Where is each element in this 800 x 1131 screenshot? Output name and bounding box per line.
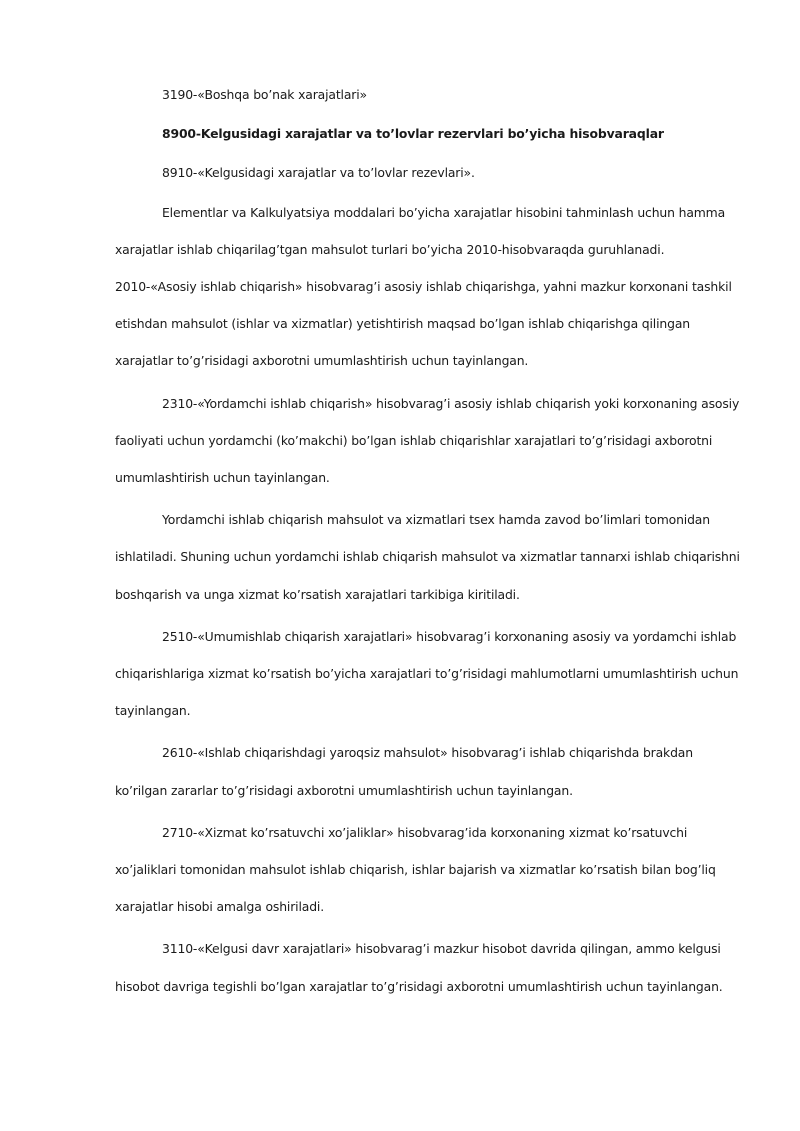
section-heading-8900: 8900-Kelgusidagi xarajatlar va to’lovlar rezervlari bo’yicha hisobvaraqlar — [162, 126, 664, 142]
paragraph-account-2510: 2510-«Umumishlab chiqarish xarajatlari» hisobvarag’i korxonaning asosiy va yordamchi ishlab chiqarishlariga xizmat ko’rsatish bo’yicha xarajatlari to’g’risidagi mahlumotlarni umumlashtirish uchun tayinlangan. — [115, 628, 739, 719]
document-body — [115, 76, 745, 1010]
paragraph-account-3190: 3190-«Boshqa bo’nak xarajatlari» — [162, 87, 367, 102]
paragraph-account-2310: 2310-«Yordamchi ishlab chiqarish» hisobvarag’i asosiy ishlab chiqarish yoki korxonaning asosiy faoliyati uchun yordamchi (ko’makchi) bo’lgan ishlab chiqarishlar xarajatlari to’g’risidagi axborotni umumlashtirish uchun tayinlangan. — [115, 395, 740, 486]
paragraph-account-2610: 2610-«Ishlab chiqarishdagi yaroqsiz mahsulot» hisobvarag’i ishlab chiqarishda brakdan ko’rilgan zararlar to’g’risidagi axborotni umumlashtirish uchun tayinlangan. — [115, 745, 693, 798]
paragraph-account-2710: 2710-«Xizmat ko’rsatuvchi xo’jaliklar» hisobvarag’ida korxonaning xizmat ko’rsatuvchi xo’jaliklari tomonidan mahsulot ishlab chiqarish, ishlar bajarish va xizmatlar ko’rsatish bilan bog’liq xarajatlar hisobi amalga oshiriladi. — [115, 824, 716, 915]
paragraph-account-2010: Elementlar va Kalkulyatsiya moddalari bo’yicha xarajatlar hisobini tahminlash uchun hamma xarajatlar ishlab chiqarilag’tgan mahsulot turlari bo’yicha 2010-hisobvaraqda guruhlanadi. 2010-«Asosiy ishlab chiqarish» hisobvarag’i asosiy ishlab chiqarishga, yahni mazkur korxonani tashkil etishdan mahsulot (ishlar va xizmatlar) yetishtirish maqsad bo’lgan ishlab chiqarishga qilingan xarajatlar to’g’risidagi axborotni umumlashtirish uchun tayinlangan. — [115, 204, 732, 369]
paragraph-account-3110: 3110-«Kelgusi davr xarajatlari» hisobvarag’i mazkur hisobot davrida qilingan, ammo kelgusi hisobot davriga tegishli bo’lgan xarajatlar to’g’risidagi axborotni umumlashtirish uchun tayinlangan. — [115, 941, 723, 994]
paragraph-auxiliary-production: Yordamchi ishlab chiqarish mahsulot va xizmatlari tsex hamda zavod bo’limlari tomonidan ishlatiladi. Shuning uchun yordamchi ishlab chiqarish mahsulot va xizmatlar tannarxi ishlab chiqarishni boshqarish va unga xizmat ko’rsatish xarajatlari tarkibiga kiritiladi. — [115, 512, 740, 602]
paragraph-account-8910: 8910-«Kelgusidagi xarajatlar va to’lovlar rezevlari». — [162, 165, 475, 181]
